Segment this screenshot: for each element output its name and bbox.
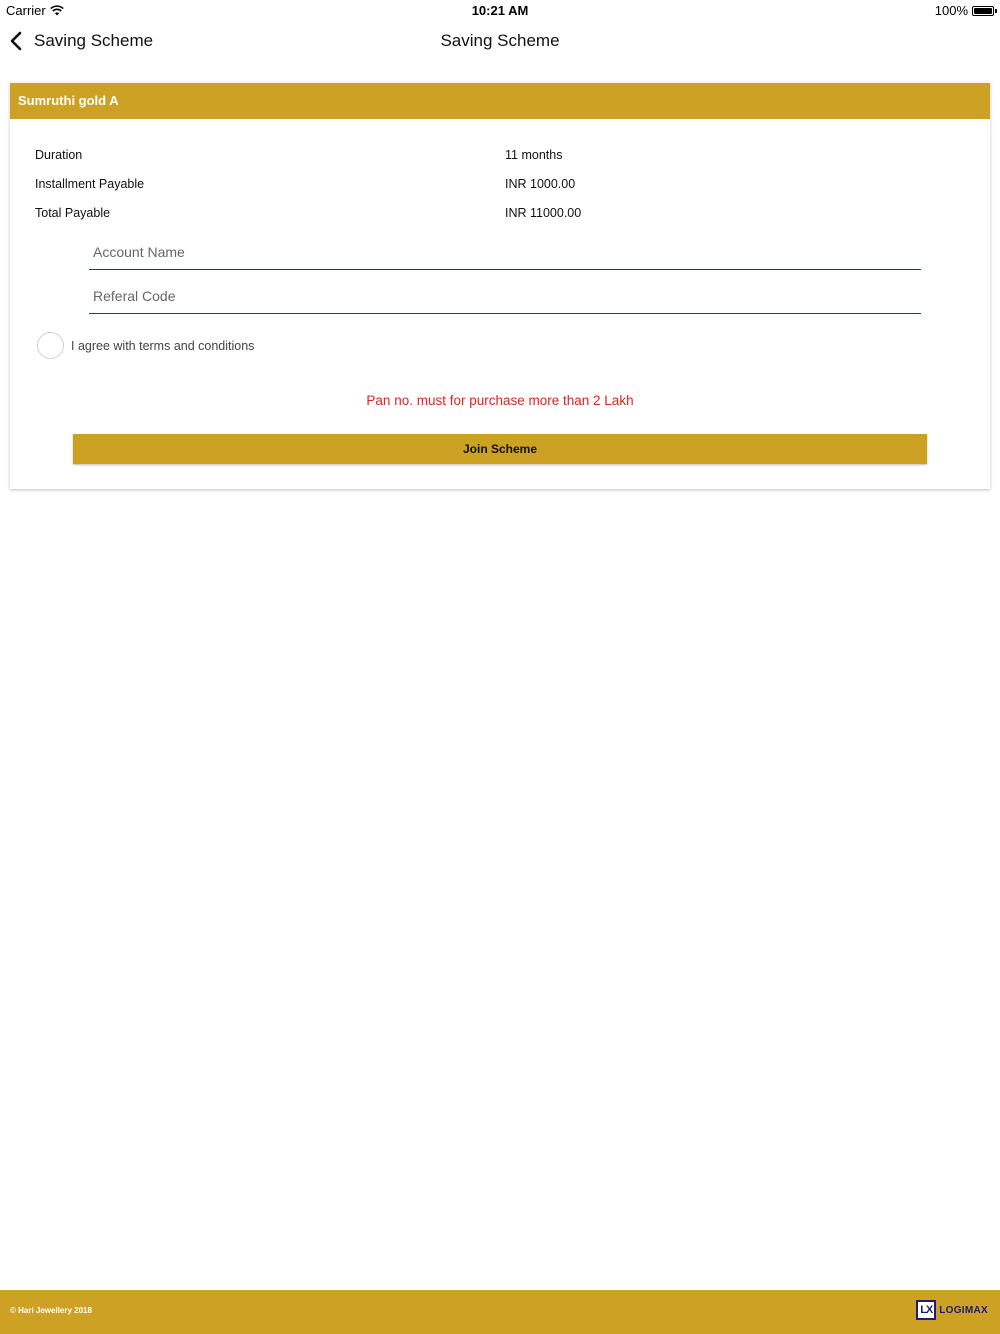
duration-value: 11 months	[505, 148, 563, 162]
installment-value: INR 1000.00	[505, 177, 576, 191]
copyright-text: © Hari Jewellery 2018	[10, 1306, 92, 1315]
status-time: 10:21 AM	[471, 3, 529, 18]
duration-label: Duration	[35, 148, 83, 162]
carrier-label: Carrier	[6, 3, 46, 18]
page-title: Saving Scheme	[440, 31, 560, 50]
pan-warning: Pan no. must for purchase more than 2 Lakh	[366, 393, 634, 408]
battery-icon	[972, 6, 994, 16]
total-payable-label: Total Payable	[35, 206, 111, 220]
terms-row	[37, 332, 254, 359]
logo-mark: LX	[916, 1300, 936, 1320]
referal-code-field	[89, 279, 921, 314]
terms-radio[interactable]	[37, 332, 64, 359]
back-label: Saving Scheme	[34, 31, 154, 50]
logimax-logo	[916, 1300, 988, 1320]
nav-bar	[0, 20, 1000, 64]
account-name-input[interactable]	[89, 235, 921, 269]
footer	[0, 1290, 1000, 1334]
terms-label: I agree with terms and conditions	[71, 338, 255, 353]
join-scheme-button[interactable]: Join Scheme	[73, 434, 927, 464]
status-bar	[0, 0, 1000, 20]
battery-percent: 100%	[934, 3, 968, 18]
logo-text: LOGIMAX	[939, 1304, 988, 1316]
battery-indicator	[935, 3, 994, 18]
referal-code-input[interactable]	[89, 279, 921, 313]
scheme-name: Sumruthi gold A	[10, 83, 990, 119]
account-name-field	[89, 235, 921, 270]
scheme-card	[10, 83, 990, 489]
installment-label: Installment Payable	[35, 177, 145, 191]
total-payable-value: INR 11000.00	[505, 206, 582, 220]
